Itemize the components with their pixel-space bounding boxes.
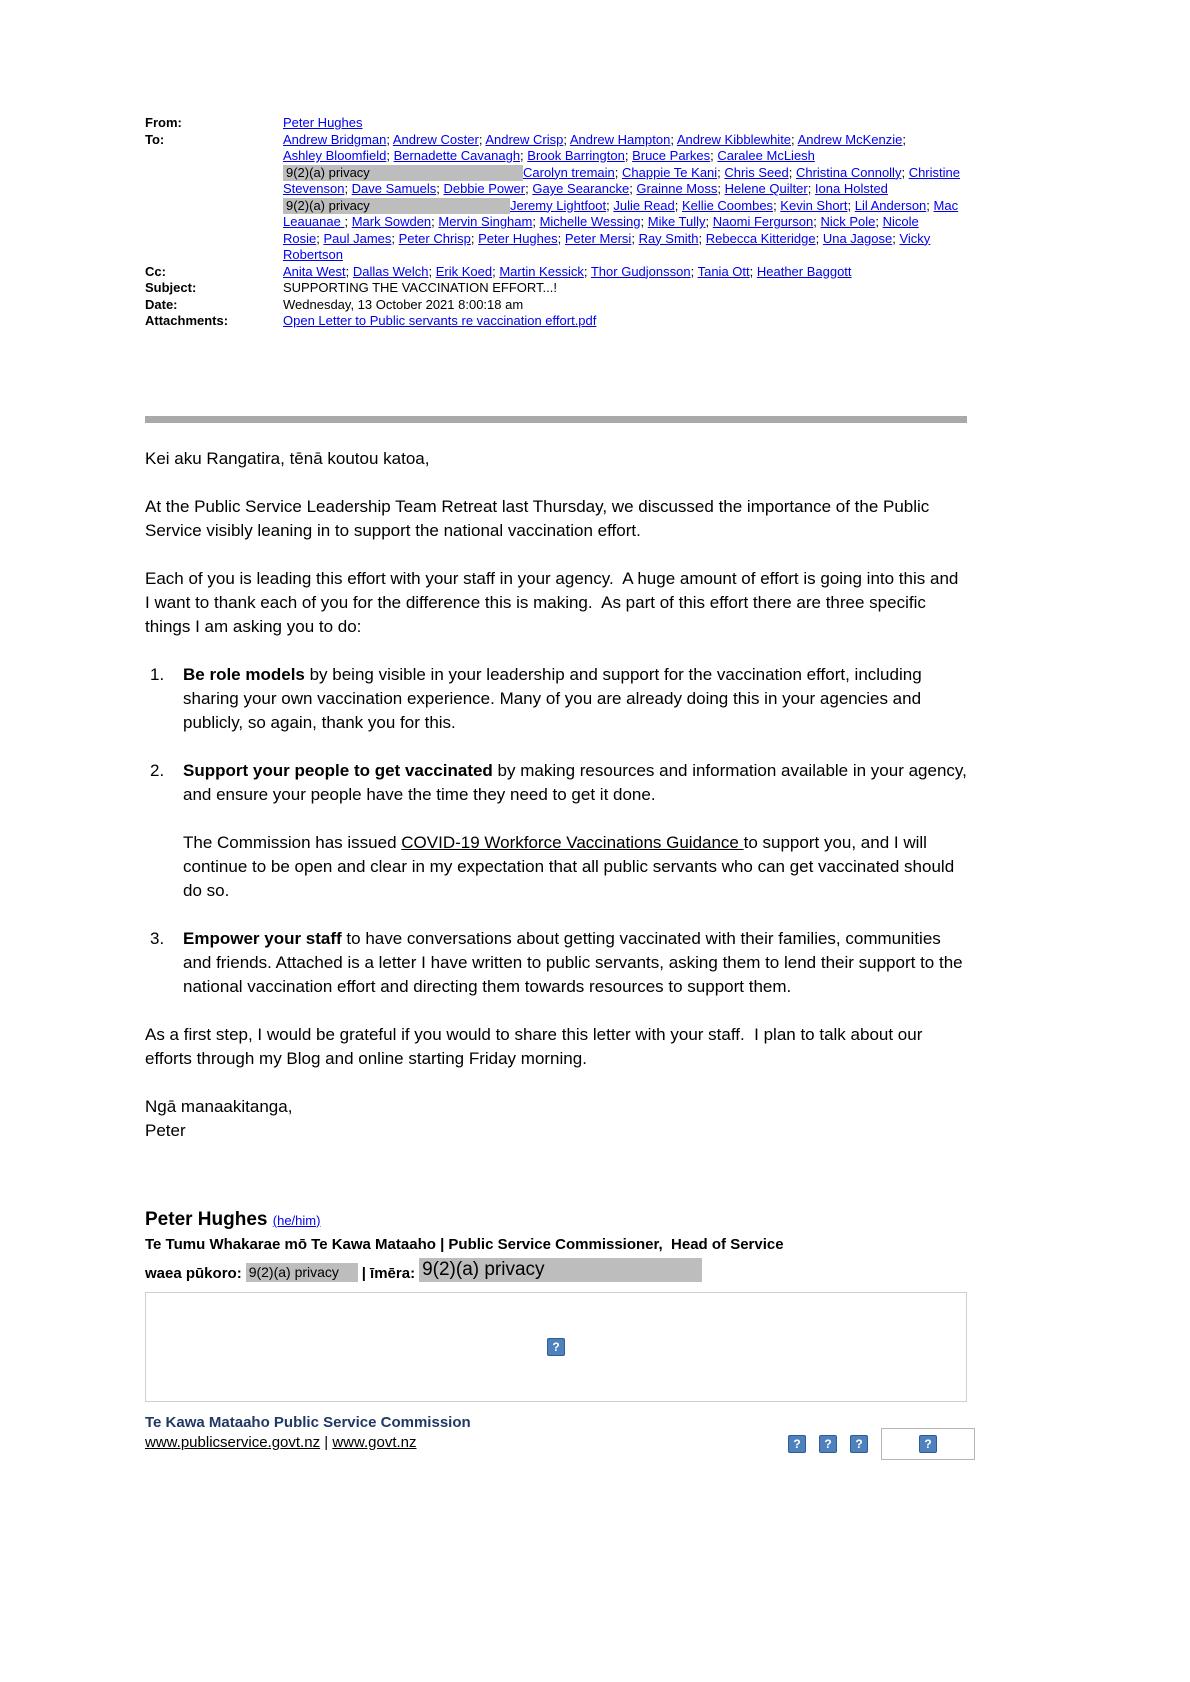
signature-contact-line xyxy=(145,1258,967,1282)
recipient-link[interactable]: Andrew Hampton xyxy=(569,131,671,147)
separator-text: ; xyxy=(813,214,821,229)
separator-text: ; xyxy=(773,197,781,213)
signoff-line-1: Ngā manaakitanga, xyxy=(145,1096,293,1116)
guidance-link[interactable]: COVID-19 Workforce Vaccinations Guidance xyxy=(401,832,744,852)
separator-text: ; xyxy=(344,214,352,229)
broken-image-icon: ? xyxy=(788,1435,806,1453)
recipient-link[interactable]: Nicole xyxy=(882,214,919,229)
image-placeholder-frame xyxy=(881,1428,975,1460)
item-number: 2. xyxy=(150,760,165,780)
recipient-link[interactable]: Mike Tully xyxy=(647,214,706,229)
separator-text: ; xyxy=(717,164,725,180)
separator-text: ; xyxy=(532,214,540,229)
recipient-link[interactable]: Dallas Welch xyxy=(352,263,429,279)
to-row xyxy=(145,132,967,264)
recipient-link[interactable]: Chappie Te Kani xyxy=(622,164,718,180)
email-label: | īmēra: xyxy=(361,1264,416,1282)
item-number: 1. xyxy=(150,664,165,684)
recipient-link[interactable]: Debbie Power xyxy=(443,181,526,196)
recipient-link[interactable]: Stevenson xyxy=(283,181,345,196)
separator-text: ; xyxy=(391,230,399,246)
separator-text: ; xyxy=(478,131,486,147)
recipient-link[interactable]: Michelle Wessing xyxy=(539,214,641,229)
separator-text: ; xyxy=(892,230,900,246)
recipient-link[interactable]: Nick Pole xyxy=(820,214,876,229)
closing-paragraph: As a first step, I would be grateful if you would to share this letter with your staff. I plan to talk about our efforts through my Blog and online starting Friday morning. xyxy=(145,1024,928,1068)
separator-text: ; xyxy=(926,197,934,213)
recipient-link[interactable]: Grainne Moss xyxy=(636,181,718,196)
email-body xyxy=(145,447,972,1143)
recipient-link[interactable]: Dave Samuels xyxy=(351,181,437,196)
separator-text: ; xyxy=(431,214,439,229)
broken-image-icon: ? xyxy=(547,1338,565,1356)
redaction-box: 9(2)(a) privacy xyxy=(283,165,523,181)
separator-text: ; xyxy=(710,148,718,163)
pronouns-link[interactable]: (he/him) xyxy=(272,1212,321,1228)
signature-name: Peter Hughes xyxy=(145,1208,268,1230)
item-bold-lead: Empower your staff xyxy=(183,928,342,948)
separator-text: ; xyxy=(875,214,883,229)
recipient-link[interactable]: Christina Connolly xyxy=(795,164,902,180)
separator-text: ; xyxy=(563,131,570,147)
recipient-link[interactable]: Gaye Searancke xyxy=(532,181,630,196)
item-text: by being visible in your leadership and support for the vaccination effort, including sharing your own vaccination experience. Many of you are already doing this in your agencies and publicly, so again, thank you for this. xyxy=(183,664,927,732)
separator-text: ; xyxy=(698,230,706,246)
email-header xyxy=(145,115,967,330)
separator-text: ; xyxy=(847,197,855,213)
separator-text: ; xyxy=(717,181,725,196)
separator-text: ; xyxy=(520,148,528,163)
separator-text: ; xyxy=(344,181,352,196)
separator-text: ; xyxy=(583,263,591,279)
separator-text: ; xyxy=(815,230,823,246)
recipient-link[interactable]: Paul James xyxy=(323,230,392,246)
recipient-link[interactable]: Rebecca Kitteridge xyxy=(705,230,816,246)
broken-image-icon: ? xyxy=(819,1435,837,1453)
redaction-box: 9(2)(a) privacy xyxy=(419,1258,702,1282)
recipient-link[interactable]: Naomi Fergurson xyxy=(712,214,814,229)
cc-label: Cc: xyxy=(145,263,166,279)
recipient-link[interactable]: Chris Seed xyxy=(724,164,789,180)
separator-text: ; xyxy=(631,230,639,246)
recipient-link[interactable]: Brook Barrington xyxy=(527,148,625,163)
recipient-link[interactable]: Thor Gudjonsson xyxy=(590,263,691,279)
numbered-item-3 xyxy=(145,927,967,999)
separator-text: ; xyxy=(386,131,393,147)
email-signature xyxy=(145,1209,967,1451)
recipient-link[interactable]: Andrew Coster xyxy=(392,131,479,147)
separator-text: ; xyxy=(791,131,798,147)
separator-text: ; xyxy=(492,263,500,279)
separator-text: ; xyxy=(788,164,796,180)
recipient-link[interactable]: Rosie xyxy=(283,230,317,246)
recipient-link[interactable]: Carolyn tremain xyxy=(523,164,615,180)
numbered-item-1 xyxy=(145,663,967,735)
item-number: 3. xyxy=(150,928,165,948)
recipient-link[interactable]: Andrew Crisp xyxy=(485,131,564,147)
recipient-link[interactable]: Andrew Bridgman xyxy=(283,131,387,147)
separator-text: ; xyxy=(624,148,633,163)
attachment-link[interactable]: Open Letter to Public servants re vaccination effort.pdf xyxy=(283,313,597,328)
guidance-pre: The Commission has issued xyxy=(183,832,402,852)
item-text: by making resources and information available in your agency, and ensure your people have the time they need to get it done. xyxy=(183,760,972,804)
signature-image-placeholder xyxy=(145,1292,967,1402)
separator-text: ; xyxy=(629,181,637,196)
recipient-link[interactable]: Christine xyxy=(908,164,960,180)
item-text: to have conversations about getting vaccinated with their families, communities and friends. Attached is a letter I have written to public servants, asking them to lend their support to the national vaccination effort and directing them towards resources to support them. xyxy=(183,928,968,996)
date-value: Wednesday, 13 October 2021 8:00:18 am xyxy=(283,296,524,312)
separator-text: ; xyxy=(606,197,614,213)
separator-text: ; xyxy=(428,263,436,279)
separator-text: ; xyxy=(807,181,815,196)
from-label: From: xyxy=(145,115,182,130)
recipient-link[interactable]: Erik Koed xyxy=(435,263,493,279)
separator-text: ; xyxy=(670,131,677,147)
attachments-row xyxy=(145,313,967,330)
to-recipients xyxy=(283,132,967,264)
recipient-link[interactable]: Una Jagose xyxy=(822,230,893,246)
recipient-link[interactable]: Martin Kessick xyxy=(499,263,584,279)
separator-text: ; xyxy=(749,263,757,279)
recipient-link[interactable]: Mac xyxy=(933,197,959,213)
recipient-link[interactable]: Tania Ott xyxy=(697,263,750,279)
from-row xyxy=(145,115,967,132)
separator-text: ; xyxy=(640,214,648,229)
separator-text: ; xyxy=(470,230,479,246)
separator-text: ; xyxy=(674,197,683,213)
broken-image-icon: ? xyxy=(919,1435,937,1453)
recipient-link[interactable]: Andrew Kibblewhite xyxy=(676,131,792,147)
recipient-link[interactable]: Bernadette Cavanagh xyxy=(393,148,521,163)
recipient-link[interactable]: Heather Baggott xyxy=(756,263,852,279)
guidance-paragraph xyxy=(183,831,967,903)
cc-recipients xyxy=(283,264,967,281)
separator-text: ; xyxy=(705,214,713,229)
recipient-link[interactable]: Leauanae xyxy=(283,214,345,229)
email-document xyxy=(145,115,972,1451)
paragraph-2: Each of you is leading this effort with your staff in your agency. A huge amount of effort is going into this and I want to thank each of you for the difference this is making. As part of this effort there are three specific things I am asking you to do: xyxy=(145,568,964,636)
separator-text: ; xyxy=(902,131,906,147)
recipient-link[interactable]: Peter Chrisp xyxy=(398,230,471,246)
redaction-box: 9(2)(a) privacy xyxy=(246,1263,358,1282)
recipient-link[interactable]: Kellie Coombes xyxy=(682,197,774,213)
attachments-label: Attachments: xyxy=(145,313,229,328)
separator-text: ; xyxy=(525,181,533,196)
cc-row xyxy=(145,264,967,281)
header-body-divider xyxy=(145,416,967,423)
recipient-link[interactable]: Andrew McKenzie xyxy=(797,131,903,147)
signoff xyxy=(145,1095,967,1143)
separator-text: ; xyxy=(614,164,622,180)
organisation-name: Te Kawa Mataaho Public Service Commission xyxy=(145,1413,471,1431)
signature-title: Te Tumu Whakarae mō Te Kawa Mataaho | Public Service Commissioner, Head of Service xyxy=(145,1235,784,1253)
item-bold-lead: Support your people to get vaccinated xyxy=(183,760,493,780)
date-label: Date: xyxy=(145,296,178,312)
greeting: Kei aku Rangatira, tēnā koutou katoa, xyxy=(145,448,430,468)
numbered-item-2 xyxy=(145,759,972,807)
guidance-post: to support you, and I will continue to be open and clear in my expectation that all public servants who can get vaccinated should do so. xyxy=(183,832,959,900)
date-row xyxy=(145,297,967,314)
to-label: To: xyxy=(145,131,165,147)
separator-text: ; xyxy=(316,230,324,246)
separator-text: ; xyxy=(345,263,353,279)
recipient-link[interactable]: Mark Sowden xyxy=(351,214,432,229)
footer-icon-row xyxy=(788,1428,975,1460)
recipient-link[interactable]: Mervin Singham xyxy=(438,214,533,229)
separator-text: ; xyxy=(901,164,909,180)
publicservice-link[interactable]: www.publicservice.govt.nz xyxy=(145,1433,321,1451)
broken-image-icon: ? xyxy=(850,1435,868,1453)
recipient-link[interactable]: Caralee McLiesh xyxy=(717,148,815,163)
recipient-link[interactable]: Ashley Bloomfield xyxy=(283,148,387,163)
recipient-link[interactable]: Peter Hughes xyxy=(478,230,558,246)
recipient-link[interactable]: Anita West xyxy=(283,263,346,279)
signature-name-line xyxy=(145,1209,967,1231)
recipient-link[interactable]: Helene Quilter xyxy=(724,181,808,196)
paragraph-1: At the Public Service Leadership Team Retreat last Thursday, we discussed the importance of the Public Service visibly leaning in to support the national vaccination effort. xyxy=(145,496,935,540)
recipient-link[interactable]: Kevin Short xyxy=(780,197,848,213)
separator-text: ; xyxy=(557,230,565,246)
redaction-box: 9(2)(a) privacy xyxy=(283,198,510,214)
recipient-link[interactable]: Ray Smith xyxy=(638,230,699,246)
subject-label: Subject: xyxy=(145,280,197,295)
separator-text: ; xyxy=(436,181,444,196)
recipient-link[interactable]: Lil Anderson xyxy=(854,197,927,213)
recipient-link[interactable]: Julie Read xyxy=(613,197,675,213)
signature-footer xyxy=(145,1414,967,1451)
signoff-line-2: Peter xyxy=(145,1120,186,1140)
recipient-link[interactable]: Peter Mersi xyxy=(564,230,632,246)
recipient-link[interactable]: Bruce Parkes xyxy=(632,148,711,163)
from-link[interactable]: Peter Hughes xyxy=(283,115,363,130)
separator-text: ; xyxy=(690,263,698,279)
separator-text: ; xyxy=(386,148,394,163)
recipient-link[interactable]: Vicky xyxy=(899,230,931,246)
recipient-link[interactable]: Robertson xyxy=(283,247,343,262)
item-bold-lead: Be role models xyxy=(183,664,305,684)
govt-link[interactable]: www.govt.nz xyxy=(332,1433,417,1451)
subject-value: SUPPORTING THE VACCINATION EFFORT...! xyxy=(283,280,557,295)
recipient-link[interactable]: Jeremy Lightfoot xyxy=(510,197,607,213)
link-separator: | xyxy=(320,1433,333,1451)
phone-label: waea pūkoro: xyxy=(145,1264,242,1282)
recipient-link[interactable]: Iona Holsted xyxy=(814,181,888,196)
subject-row xyxy=(145,280,967,297)
